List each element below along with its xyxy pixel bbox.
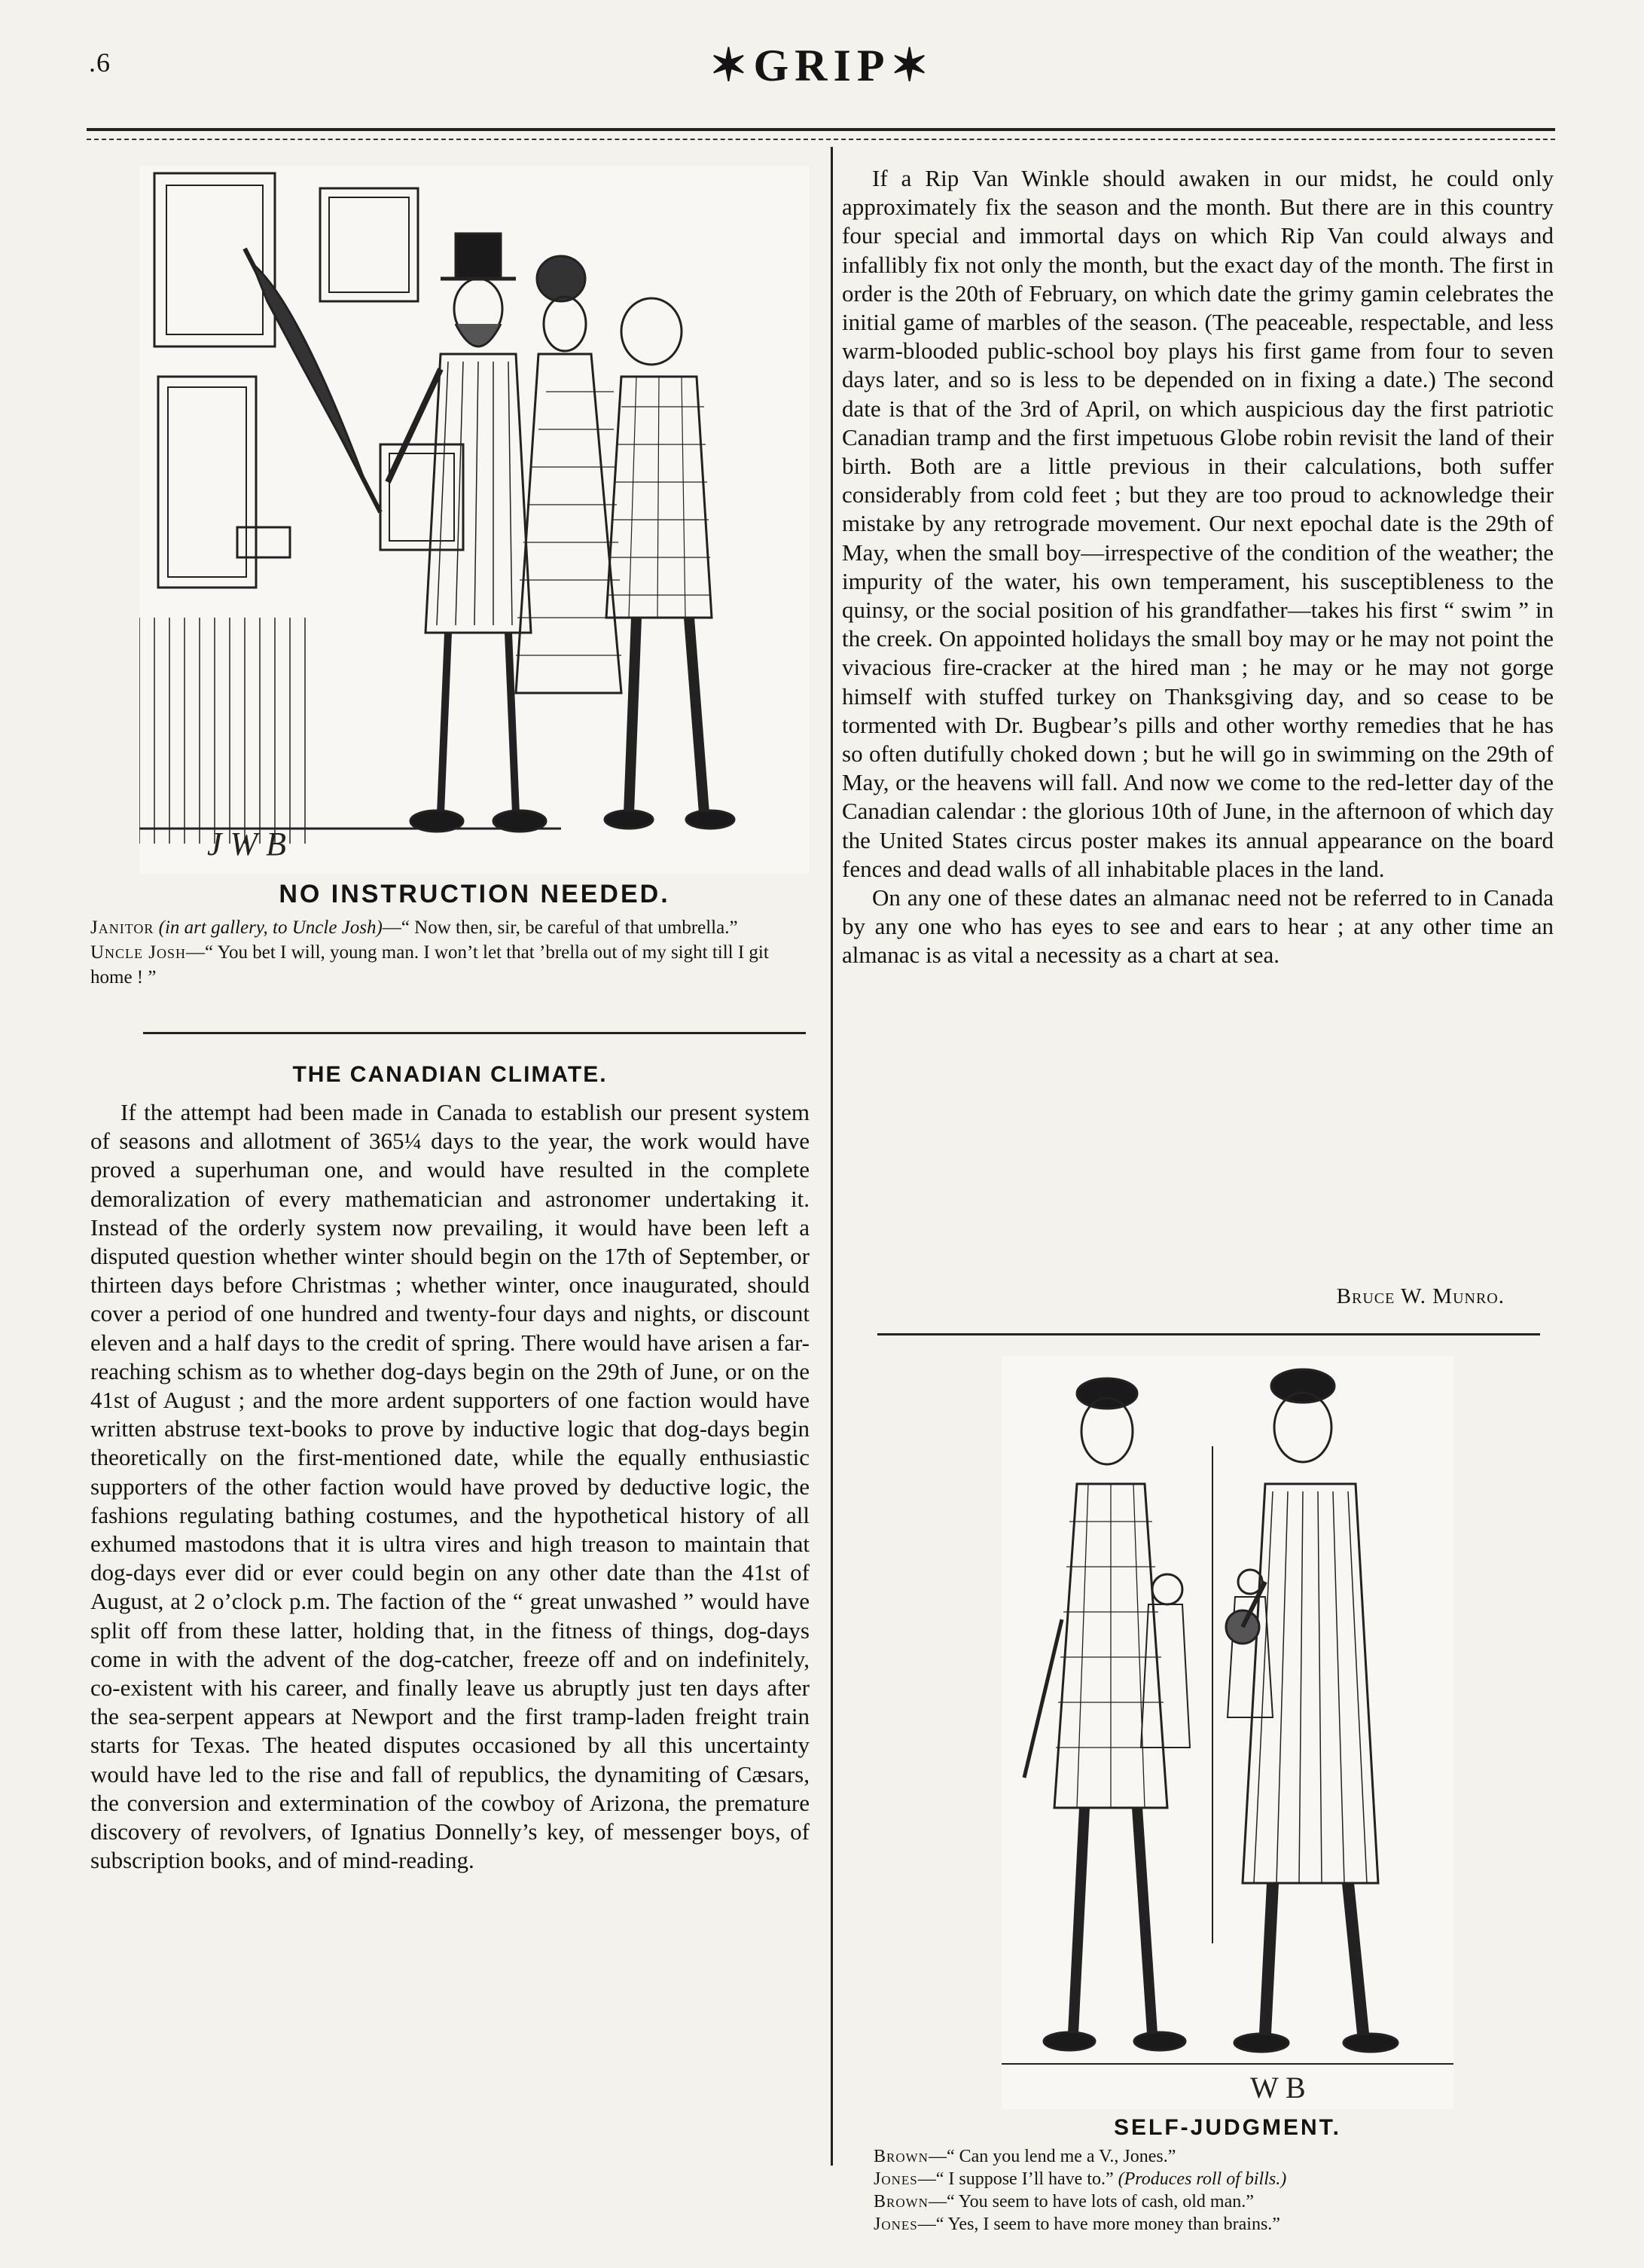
cartoon-art-gallery-illustration [139,166,810,874]
author-signature [842,1284,1505,1309]
masthead-title: GRIP [753,41,891,90]
star-ornament-left-icon: ✶ [709,41,754,90]
stage-direction: (Produces roll of bills.) [1118,2169,1287,2189]
section-rule [877,1333,1540,1335]
caption-line [874,2145,1551,2168]
author-name: Bruce W. Munro. [1336,1284,1505,1308]
picture-frame [320,188,418,301]
artist-signature: W B [1250,2071,1306,2105]
cartoon-2-title: SELF-JUDGMENT. [1113,2115,1341,2140]
speech: —“ Yes, I seem to have more money than brains.” [917,2215,1280,2234]
speech: —“ You bet I will, young man. I won’t let that ’brella out of my sight till I git home ! ” [90,942,769,987]
article-paragraph: If a Rip Van Winkle should awaken in our midst, he could only approximately fix the season and the month. But there are in this country four special and immortal days on which Rip Van could always and infallibly fix not only the month, but the exact day of the month. The first in order is the 20th of February, on which date the grimy gamin celebrates the initial game of marbles of the season. (The peaceable, respectable, and less warm-blooded public-school boy plays his first game from four to seven days later, and so is less to be depended on in fixing a date.) The second date is that of the 3rd of April, on which auspicious day the first patriotic Canadian tramp and the first impetuous Globe robin revisit the land of their birth. Both are a little previous in their calculations, both suffer considerably from cold feet ; but they are too proud to acknowledge their mistake by any retrograde movement. Our next epochal date is the 29th of May, when the small boy—irrespective of the condition of the weather; the impurity of the water, his own temperament, his susceptibleness to the quinsy, or the social position of his grandfather—takes his first “ swim ” in the creek. On appointed holidays the small boy may or he may not point the vivacious fire-cracker at the hired man ; he may or he may not gorge himself with stuffed turkey on Thanksgiving day, and so cease to be tormented with Dr. Bugbear’s pills and other worthy remedies that he has so often dutifully choked down ; but he will go in swimming on the 29th of May, or the heavens will fall. And now we come to the red-letter day of the Canadian calendar : the glorious 10th of June, in the afternoon of which day the United States circus poster makes its annual appearance on the board fences and dead walls of all inhabitable places in the land. [842,165,1554,882]
picture-frame [158,377,256,588]
article-paragraph: If the attempt had been made in Canada to establish our present system of seasons and allotment of 365¼ days to the year, the work would have proved a superhuman one, and would have resulted in the complete demoralization of every mathematician and astronomer undertaking it. Instead of the orderly system now prevailing, it would have been left a disputed question whether winter should begin on the 17th of September, or thirteen days before Christmas ; whether winter, once inaugurated, should cover a period of one hundred and twenty-four days and nights, or discount eleven and a half days to the credit of spring. There would have arisen a far-reaching schism as to whether dog-days begin on the 29th of June, or on the 41st of August ; and the more ardent supporters of one faction would have written abstruse text-books to prove by inductive logic that dog-days begin theoretically on the first-mentioned date, while the equally enthusiastic supporters of the other faction would have proved by deductive logic, the fashions regulating bathing costumes, and the hypothetical history of all exhumed mastodons that it is ultra vires and high treason to maintain that dog-days ever did or ever could begin on any other date than the 41st of August, at 2 o’clock p.m. The faction of the “ great unwashed ” would have split off from these latter, holding that, in the fitness of things, dog-days come in with the advent of the dog-catcher, freeze off and on indefinitely, co-existent with his career, and finally leave us abruptly just ten days after the sea-serpent appears at Newport and the first tramp-laden freight train starts for Texas. The heated disputes occasioned by all this uncertainty would have led to the rise and fall of republics, the dynamiting of Cæsars, the conversion and extermination of the cowboy of Arizona, the premature discovery of revolvers, of Ignatius Donnelly’s key, of messenger boys, of subscription books, and of mind-reading. [90,1099,810,1874]
article-title: THE CANADIAN CLIMATE. [292,1062,608,1087]
article-paragraph: On any one of these dates an almanac need not be referred to in Canada by any one who has eyes to see and ears to hear ; at any other time an almanac is as vital a necessity as a chart at sea. [842,884,1554,969]
caption-line [874,2168,1551,2190]
masthead [0,39,1644,92]
speaker: Uncle Josh [90,942,187,963]
header-dashed-rule [87,139,1555,140]
cartoon-1-caption [90,915,810,990]
speaker: Jones [874,2215,918,2234]
star-ornament-right-icon: ✶ [890,41,935,90]
cartoon-self-judgment-illustration [1002,1356,1453,2109]
picture-frame [380,444,463,550]
column-rule [831,147,833,2166]
speech: —“ You seem to have lots of cash, old man.” [928,2192,1254,2212]
article-column-left [90,1098,810,2168]
speech: —“ Now then, sir, be careful of that umbrella.” [382,917,738,938]
cartoon-2-caption [874,2145,1551,2236]
speech: —“ I suppose I’ll have to.” [917,2169,1114,2189]
caption-line [874,2213,1551,2236]
caption-line [874,2190,1551,2213]
stage-direction: (in art gallery, to Uncle Josh) [158,917,383,938]
speech: —“ Can you lend me a V., Jones.” [928,2147,1176,2166]
speaker: Brown [874,2147,929,2166]
cartoon-1-title: NO INSTRUCTION NEEDED. [279,880,670,908]
article-column-right [842,164,1554,970]
speaker: Jones [874,2169,918,2189]
caption-line [90,940,810,990]
artist-signature: J W B [207,826,287,862]
speaker: Brown [874,2192,929,2212]
speaker: Janitor [90,917,154,938]
header-rule [87,128,1555,131]
page-number: .6 [89,47,111,78]
picture-frame [154,173,275,346]
caption-line [90,915,810,940]
section-rule [143,1032,806,1034]
